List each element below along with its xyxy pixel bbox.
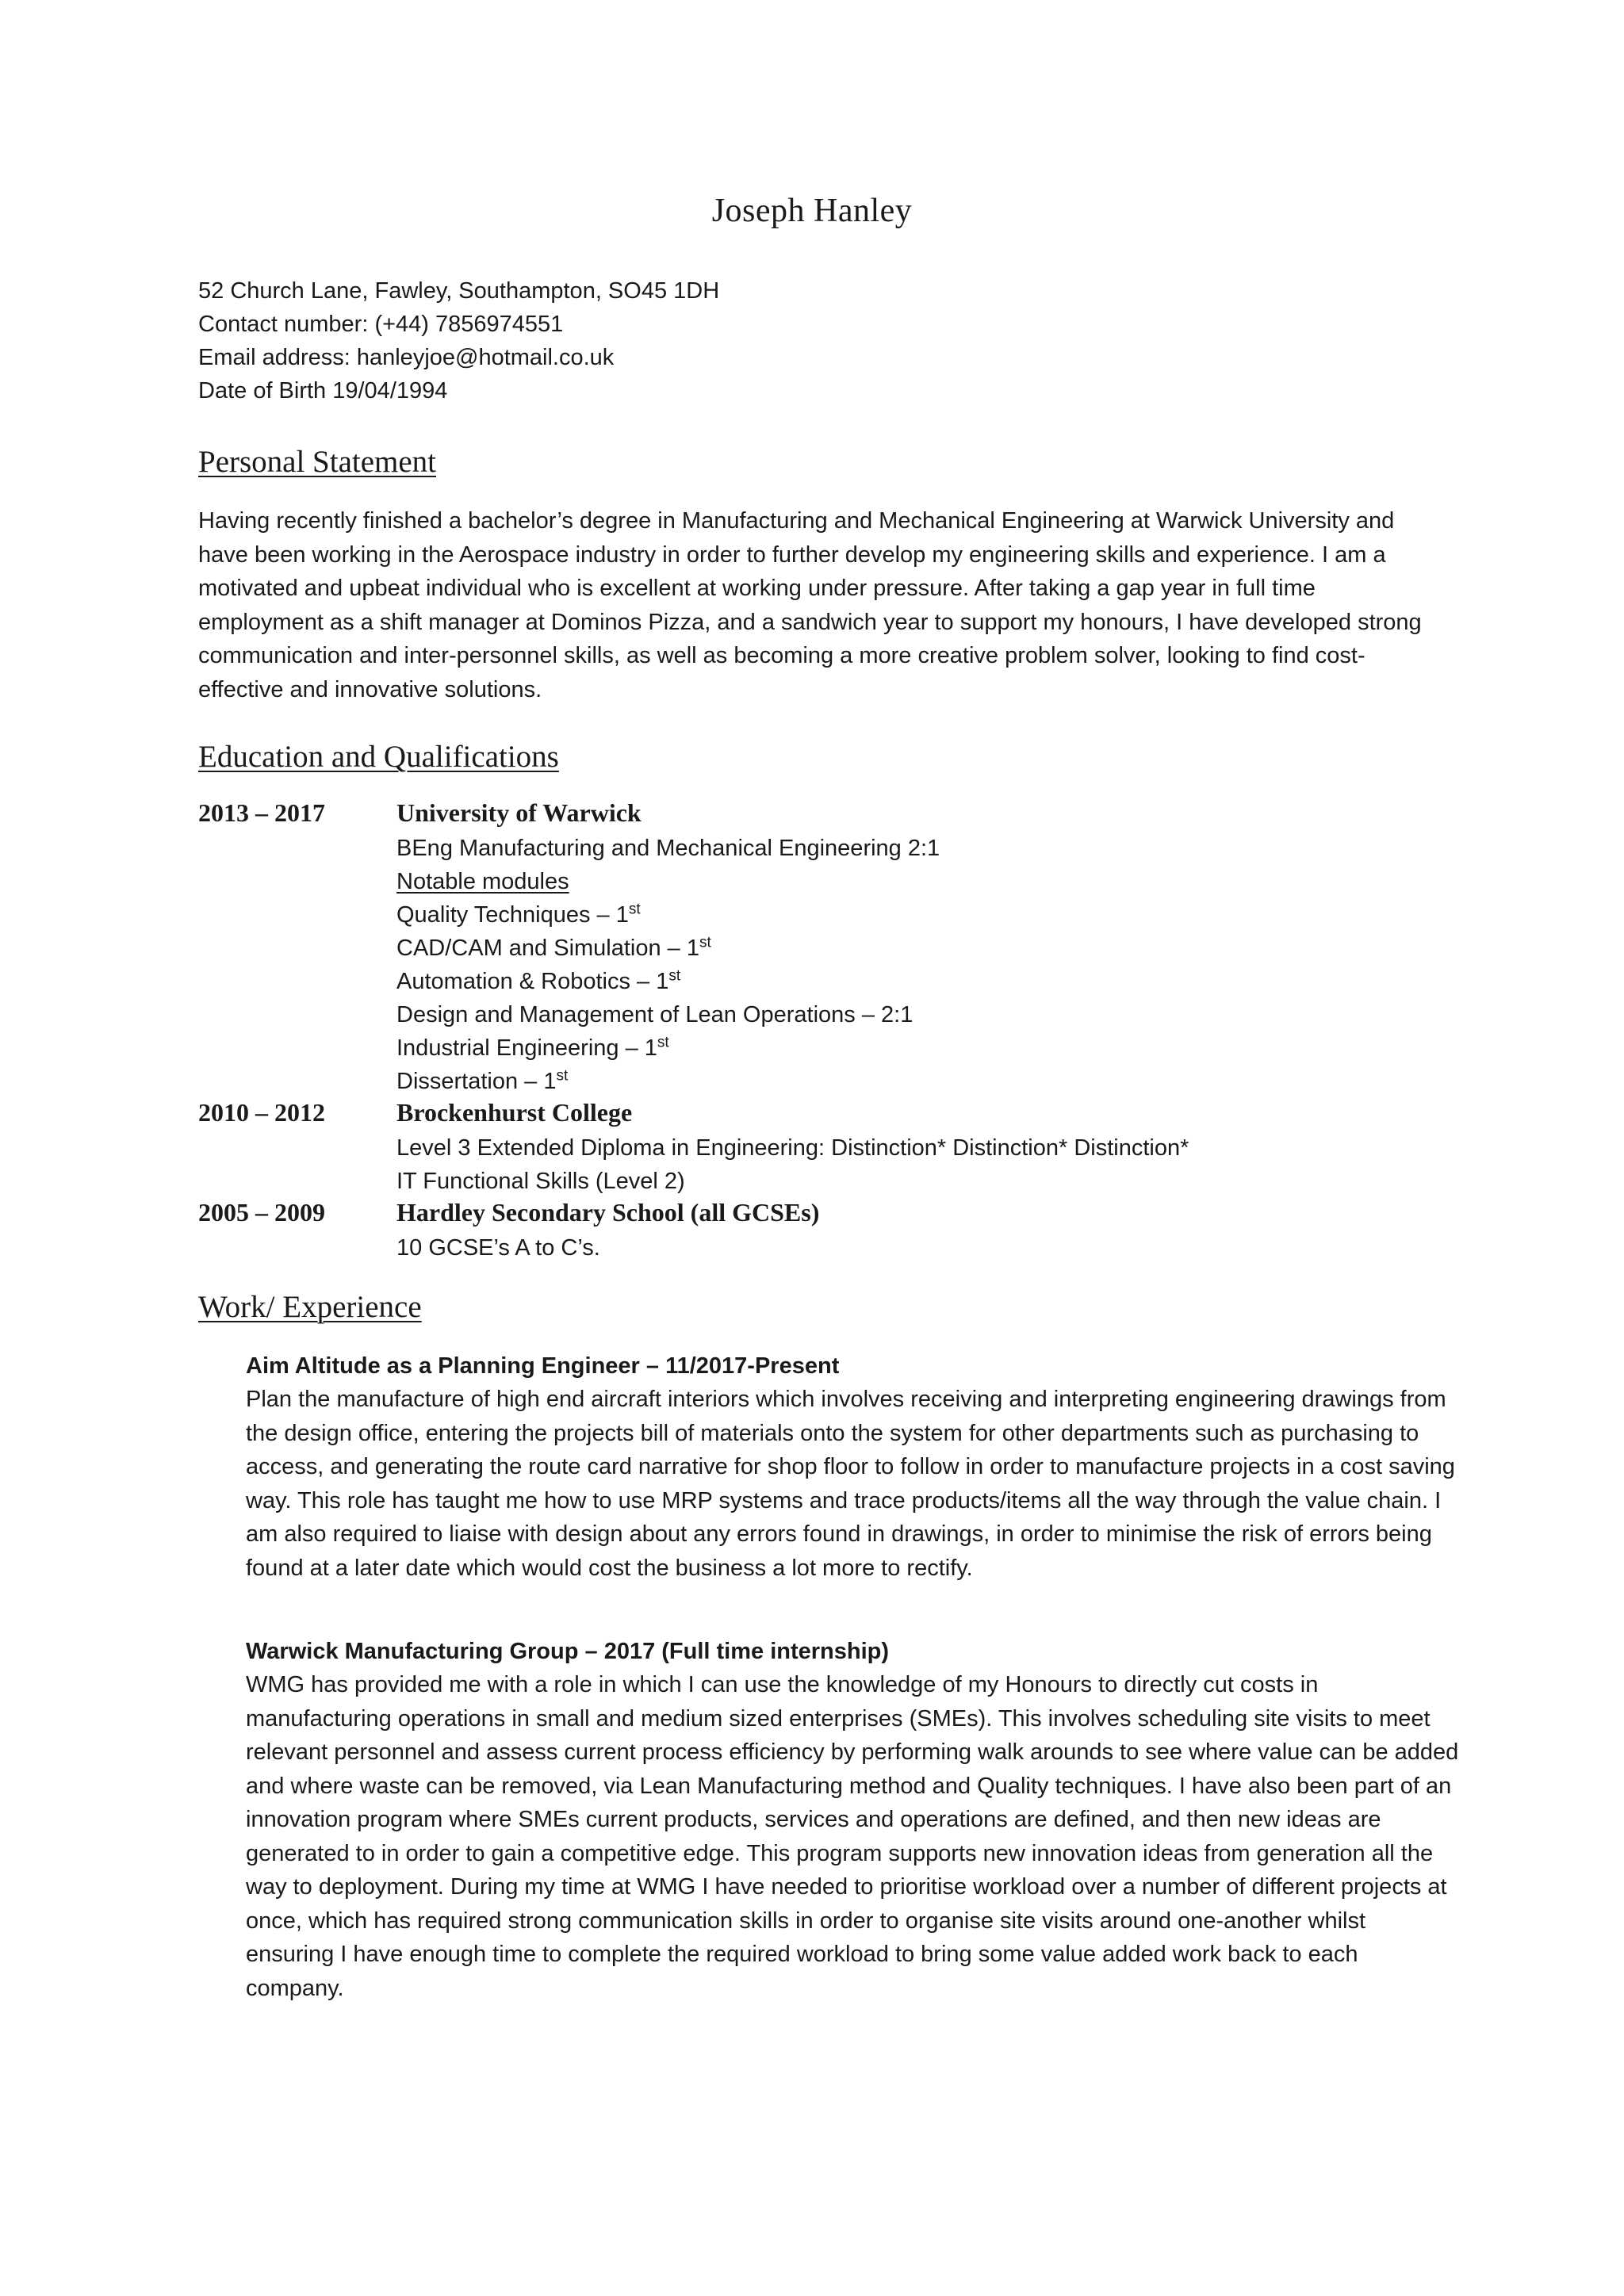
job-description: WMG has provided me with a role in which I can use the knowledge of my Honours to directly cut costs in manufacturing operations in small and medium sized enterprises (SMEs). This involves scheduling site visits to meet relevant personnel and assess current process efficiency by performing walk arounds to see where value can be added and where waste can be removed, via Lean Manufacturing method and Quality techniques. I have also been part of an innovation program where SMEs current products, services and operations are defined, and then new ideas are generated to in order to gain a competitive edge. This program supports new innovation ideas from generation all the way to deployment. During my time at WMG I have needed to prioritise workload over a number of different projects at once, which has required strong communication skills in order to organise site visits around one-another whilst ensuring I have enough time to complete the required workload to bring some value added work back to each company. [246, 1672, 1459, 2001]
address: 52 Church Lane, Fawley, Southampton, SO45 1DH [198, 278, 720, 304]
module-item: CAD/CAM and Simulation – 1st [396, 934, 711, 961]
personal-statement-text: Having recently finished a bachelor’s degree in Manufacturing and Mechanical Engineering at Warwick University and have been working in the Aerospace industry in order to further develop my engineering skills and experience. I am a motivated and upbeat individual who is excellent at working under pressure. After taking a gap year in full time employment as a shift manager at Dominos Pizza, and a sandwich year to support my honours, I have developed strong communication and inter-personnel skills, as well as becoming a more creative problem solver, looking to find cost-effective and innovative solutions. [198, 508, 1422, 702]
personal-statement-heading: Personal Statement [198, 445, 437, 479]
phone: Contact number: (+44) 7856974551 [198, 312, 564, 337]
date-of-birth: Date of Birth 19/04/1994 [198, 378, 448, 404]
education-heading: Education and Qualifications [198, 740, 559, 774]
education-years: 2005 – 2009 [198, 1198, 325, 1226]
name-title: Joseph Hanley [711, 193, 913, 229]
module-item: Industrial Engineering – 1st [396, 1034, 669, 1061]
job-title: Warwick Manufacturing Group – 2017 (Full time internship) [246, 1639, 890, 1664]
education-years: 2013 – 2017 [198, 798, 325, 827]
job-entry-wmg [246, 1635, 1459, 2005]
education-institution: Hardley Secondary School (all GCSEs) [396, 1198, 820, 1226]
job-entry-aim-altitude [246, 1349, 1459, 1585]
module-item: Quality Techniques – 1st [396, 901, 641, 928]
education-entry-hardley [198, 1198, 1467, 1265]
degree: BEng Manufacturing and Mechanical Engineering 2:1 [396, 836, 940, 861]
job-description: Plan the manufacture of high end aircraft interiors which involves receiving and interpreting engineering drawings from the design office, entering the projects bill of materials onto the system for other departments such as purchasing to access, and generating the route card narrative for shop floor to follow in order to manufacture projects in a cost saving way. This role has taught me how to use MRP systems and trace products/items all the way through the value chain. I am also required to liaise with design about any errors found in drawings, in order to minimise the risk of errors being found at a later date which would cost the business a lot more to rectify. [246, 1387, 1455, 1581]
module-item: Dissertation – 1st [396, 1067, 569, 1094]
work-experience-heading: Work/ Experience [198, 1290, 422, 1324]
qualification-line: IT Functional Skills (Level 2) [396, 1169, 685, 1194]
education-institution: University of Warwick [396, 798, 642, 827]
education-list [198, 798, 1467, 1265]
education-entry-brockenhurst [198, 1098, 1467, 1198]
qualification-line: Level 3 Extended Diploma in Engineering: Distinction* Distinction* Distinction* [396, 1135, 1189, 1161]
modules-label: Notable modules [396, 869, 569, 894]
email: Email address: hanleyjoe@hotmail.co.uk [198, 345, 615, 370]
education-entry-warwick [198, 798, 1467, 1098]
education-institution: Brockenhurst College [396, 1098, 633, 1127]
module-item: Design and Management of Lean Operations – 2:1 [396, 1002, 914, 1027]
education-years: 2010 – 2012 [198, 1098, 325, 1127]
job-title: Aim Altitude as a Planning Engineer – 11/2017-Present [246, 1353, 840, 1379]
contact-details [198, 274, 719, 408]
module-item: Automation & Robotics – 1st [396, 967, 681, 994]
qualification-line: 10 GCSE’s A to C’s. [396, 1235, 600, 1261]
